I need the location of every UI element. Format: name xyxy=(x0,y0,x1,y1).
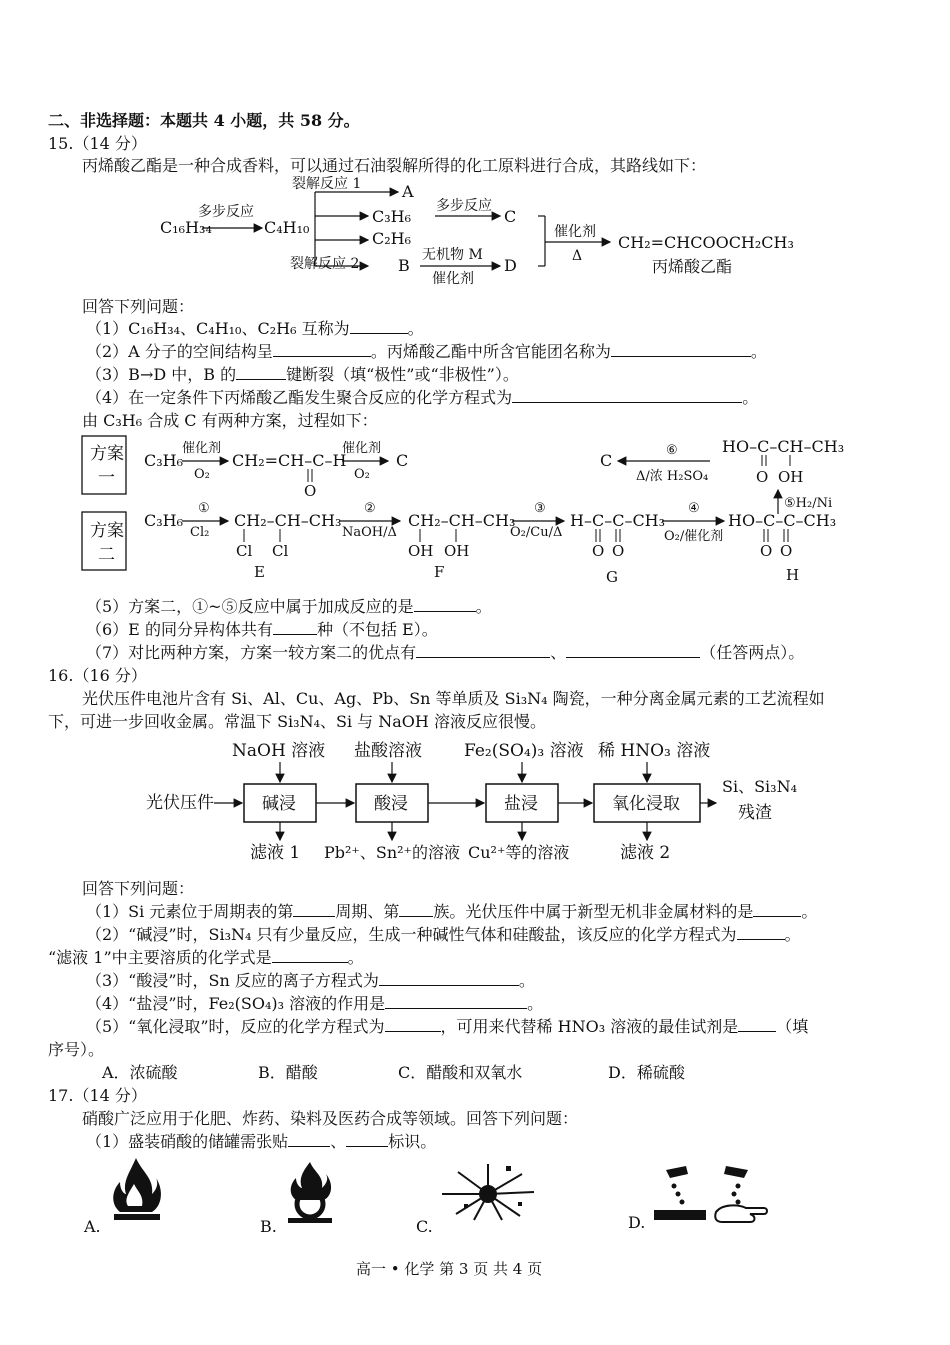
flow-start: 光伏压件 xyxy=(146,793,214,813)
q17-intro: 硝酸广泛应用于化肥、炸药、染料及医药合成等领域。回答下列问题： xyxy=(82,1109,579,1128)
route-c2h6: C₂H₆ xyxy=(372,229,412,248)
q15-sub4-blank[interactable] xyxy=(512,388,742,403)
flow-box-acid: 酸浸 xyxy=(374,794,408,814)
q15-sub5-end: 。 xyxy=(475,597,492,616)
s2-f-label: F xyxy=(434,563,445,581)
s1-o2a: O₂ xyxy=(194,467,210,482)
s1-c3h6: C₃H₆ xyxy=(144,451,184,470)
route-multi2: 多步反应 xyxy=(436,198,492,214)
q15-sub6-blank[interactable] xyxy=(273,620,317,635)
q15-sub7 xyxy=(86,642,804,664)
s2-h-formula: HO–C–C–CH₃ xyxy=(728,511,837,530)
q16-sub2b-blank[interactable] xyxy=(272,948,348,963)
q15-sub7-sep: 、 xyxy=(550,643,567,662)
q16-sub4 xyxy=(86,993,543,1015)
q17-number: 17.（14 分） xyxy=(48,1086,147,1105)
q15-sub7-blank-b[interactable] xyxy=(566,643,700,658)
q15-intro: 丙烯酸乙酯是一种合成香料，可以通过石油裂解所得的化工原料进行合成，其路线如下： xyxy=(82,156,707,175)
q15-sub6-text-a: （6）E 的同分异构体共有 xyxy=(86,620,273,639)
q16-sub2 xyxy=(86,924,801,946)
q16-sub3-text: （3）“酸浸”时，Sn 反应的离子方程式为 xyxy=(86,971,379,990)
page-footer: 高一 • 化学 第 3 页 共 4 页 xyxy=(356,1260,543,1278)
route-inorg-m: 无机物 M xyxy=(422,247,483,263)
q16-sub4-end: 。 xyxy=(527,994,544,1013)
q15-sub2 xyxy=(86,341,767,363)
flow-reagent-naoh: NaOH 溶液 xyxy=(232,741,326,761)
s1-cond6: Δ/浓 H₂SO₄ xyxy=(636,469,709,484)
q15-sub1-text: （1）C₁₆H₃₄、C₄H₁₀、C₂H₆ 互称为 xyxy=(86,319,350,338)
scheme2-label-1: 方案 xyxy=(90,521,124,541)
s2-step1: ① xyxy=(198,501,210,516)
flow-box-oxidize: 氧化浸取 xyxy=(612,794,680,814)
flow-out-filtrate2: 滤液 2 xyxy=(620,843,671,863)
s2-e-label: E xyxy=(254,563,265,581)
flow-out-filtrate1: 滤液 1 xyxy=(250,843,301,863)
s2-naoh: NaOH/Δ xyxy=(342,525,397,540)
s1-step5: ⑤H₂/Ni xyxy=(784,496,833,511)
flow-out-pb-sn: Pb²⁺、Sn²⁺的溶液 xyxy=(324,843,460,862)
q16-sub1-blank-a[interactable] xyxy=(293,902,335,917)
s1-lactic-oh: OH xyxy=(778,468,804,486)
s2-f-oh1: OH xyxy=(408,542,434,560)
hazard-label-b: B. xyxy=(260,1217,277,1236)
s1-o2b: O₂ xyxy=(354,467,370,482)
q17-sub1-text-a: （1）盛装硝酸的储罐需张贴 xyxy=(86,1132,289,1151)
q15-number: 15.（14 分） xyxy=(48,134,147,153)
q15-sub1-blank[interactable] xyxy=(350,319,408,334)
q16-sub5-text-a: （5）“氧化浸取”时，反应的化学方程式为 xyxy=(86,1017,385,1036)
hazard-label-d: D. xyxy=(628,1213,646,1232)
q15-sub6 xyxy=(86,619,438,641)
s2-step2: ② xyxy=(364,501,376,516)
q16-sub2-text: （2）“碱浸”时，Si₃N₄ 只有少量反应，生成一种碱性气体和硅酸盐，该反应的化学方程式为 xyxy=(86,925,737,944)
route-b: B xyxy=(398,256,410,275)
route-c3h6: C₃H₆ xyxy=(372,207,412,226)
scheme1-label-2: 一 xyxy=(98,468,115,488)
s2-g-o2: O xyxy=(612,542,625,560)
q16-sub5 xyxy=(86,1016,808,1038)
s2-step3: ③ xyxy=(534,501,546,516)
s2-e-formula: CH₂–CH–CH₃ xyxy=(234,511,342,530)
q16-sub2b-text: “滤液 1”中主要溶质的化学式是 xyxy=(48,948,272,967)
s2-g-o1: O xyxy=(592,542,605,560)
flow-residue-2: 残渣 xyxy=(738,803,772,823)
s2-h-o1: O xyxy=(760,542,773,560)
route-step-multi: 多步反应 xyxy=(198,204,254,220)
flow-box-alkali: 碱浸 xyxy=(262,794,296,814)
flow-residue-1: Si、Si₃N₄ xyxy=(722,777,797,796)
route-catalyst2: 催化剂 xyxy=(554,224,596,240)
flammable-icon[interactable] xyxy=(108,1154,164,1226)
s2-g-label: G xyxy=(606,568,618,586)
s1-c-left: C xyxy=(600,451,613,470)
route-crack1: 裂解反应 1 xyxy=(292,176,362,192)
scheme2-label-2: 二 xyxy=(98,545,115,565)
section-title: 二、非选择题：本题共 4 小题，共 58 分。 xyxy=(48,111,360,130)
q15-answer-prompt: 回答下列问题： xyxy=(82,297,195,316)
q16-sub1-end: 。 xyxy=(801,902,818,921)
route-d: D xyxy=(504,256,517,275)
flow-reagent-hcl: 盐酸溶液 xyxy=(354,741,422,761)
flow-reagent-hno3: 稀 HNO₃ 溶液 xyxy=(598,741,711,761)
route-c4h10: C₄H₁₀ xyxy=(264,218,310,237)
scheme1-label-1: 方案 xyxy=(90,444,124,464)
q17-sub1 xyxy=(86,1131,436,1153)
s2-g-formula: H–C–C–CH₃ xyxy=(570,511,666,530)
q16-sub5-blank-b[interactable] xyxy=(738,1017,776,1032)
q15-sub5-text: （5）方案二，①~⑤反应中属于加成反应的是 xyxy=(86,597,414,616)
s1-c: C xyxy=(396,451,409,470)
route-c: C xyxy=(504,207,517,226)
q16-sub5-text-c: （填 xyxy=(776,1017,809,1036)
q16-option-c[interactable]: C．醋酸和双氧水 xyxy=(398,1063,523,1082)
q15-sub1 xyxy=(86,318,424,340)
q15-sub2-end: 。 xyxy=(750,342,767,361)
s1-o-atom: O xyxy=(304,482,317,500)
q16-sub1 xyxy=(86,901,817,923)
s2-h-o2: O xyxy=(780,542,793,560)
route-crack2: 裂解反应 2 xyxy=(290,256,360,272)
q15-sub4 xyxy=(86,387,758,409)
q15-sub7-text: （7）对比两种方案，方案一较方案二的优点有 xyxy=(86,643,417,662)
hazard-label-c: C. xyxy=(416,1217,433,1236)
q15-sub3 xyxy=(86,364,519,386)
q16-option-d[interactable]: D．稀硫酸 xyxy=(608,1063,685,1082)
scheme-intro: 由 C₃H₆ 合成 C 有两种方案，过程如下： xyxy=(82,411,378,430)
q16-option-b[interactable]: B．醋酸 xyxy=(258,1063,318,1082)
route-delta: Δ xyxy=(572,248,583,264)
q16-sub2-end: 。 xyxy=(784,925,801,944)
s2-f-oh2: OH xyxy=(444,542,470,560)
s1-cat2: 催化剂 xyxy=(342,441,382,456)
q15-sub7-blank-a[interactable] xyxy=(416,643,550,658)
q15-sub3-text-a: （3）B→D 中，B 的 xyxy=(86,365,237,384)
q16-intro-1: 光伏压件电池片含有 Si、Al、Cu、Ag、Pb、Sn 等单质及 Si₃N₄ 陶瓷，一种分离金属元素的工艺流程如 xyxy=(82,689,825,708)
s2-o2cu: O₂/Cu/Δ xyxy=(510,525,563,540)
q16-sub3-end: 。 xyxy=(518,971,535,990)
s2-f-formula: CH₂–CH–CH₃ xyxy=(408,511,516,530)
q15-sub7-end: （任答两点）。 xyxy=(700,643,805,662)
q15-sub2-text-b: 。丙烯酸乙酯中所含官能团名称为 xyxy=(370,342,611,361)
q15-sub4-text: （4）在一定条件下丙烯酸乙酯发生聚合反应的化学方程式为 xyxy=(86,388,513,407)
q16-sub1-text-a: （1）Si 元素位于周期表的第 xyxy=(86,902,294,921)
route-catalyst: 催化剂 xyxy=(432,271,474,286)
q16-sub1-blank-c[interactable] xyxy=(753,902,801,917)
q17-sub1-text-b: 标识。 xyxy=(388,1132,437,1151)
q16-sub3-blank[interactable] xyxy=(379,971,519,986)
q16-sub5-blank-a[interactable] xyxy=(385,1017,441,1032)
s2-e-cl1: Cl xyxy=(236,542,253,560)
hazard-label-a: A. xyxy=(84,1217,101,1236)
q16-intro-2: 下，可进一步回收金属。常温下 Si₃N₄、Si 与 NaOH 溶液反应很慢。 xyxy=(48,712,546,731)
q15-sub5-blank[interactable] xyxy=(414,597,476,612)
synthesis-route-diagram xyxy=(140,176,820,286)
q15-sub2-blank-b[interactable] xyxy=(611,342,751,357)
q16-sub1-text-c: 族。光伏压件中属于新型无机非金属材料的是 xyxy=(433,902,754,921)
flow-reagent-fe2so43: Fe₂(SO₄)₃ 溶液 xyxy=(464,741,584,761)
explosive-icon[interactable] xyxy=(436,1160,540,1224)
q15-sub2-blank-a[interactable] xyxy=(273,342,371,357)
route-c16h34: C₁₆H₃₄ xyxy=(160,218,212,237)
s2-h-label: H xyxy=(786,566,800,584)
q15-sub3-blank[interactable] xyxy=(236,365,286,380)
q16-sub2b xyxy=(48,947,364,969)
s2-cl2: Cl₂ xyxy=(190,525,210,540)
flow-box-salt: 盐浸 xyxy=(504,794,538,814)
s2-step4: ④ xyxy=(688,501,700,516)
s1-cat1: 催化剂 xyxy=(182,441,222,456)
s1-acrolein: CH₂=CH–C–H xyxy=(232,451,347,470)
s2-o2cat: O₂/催化剂 xyxy=(664,529,724,544)
q16-sub1-text-b: 周期、第 xyxy=(335,902,400,921)
q16-sub5-text-b: ，可用来代替稀 HNO₃ 溶液的最佳试剂是 xyxy=(440,1017,739,1036)
q16-sub5-cont: 序号）。 xyxy=(48,1040,105,1059)
q15-sub4-end: 。 xyxy=(742,388,759,407)
q16-sub4-blank[interactable] xyxy=(385,994,527,1009)
q16-sub2-blank[interactable] xyxy=(737,925,785,940)
route-product-formula: CH₂=CHCOOCH₂CH₃ xyxy=(618,233,794,252)
s2-c3h6: C₃H₆ xyxy=(144,511,184,530)
q16-option-a[interactable]: A．浓硫酸 xyxy=(102,1063,178,1082)
process-flow-diagram xyxy=(140,736,860,866)
schemes-diagram xyxy=(78,432,850,592)
route-product-name: 丙烯酸乙酯 xyxy=(652,257,733,276)
q16-sub1-blank-b[interactable] xyxy=(399,902,433,917)
q15-sub1-end: 。 xyxy=(407,319,424,338)
s1-lactic-o: O xyxy=(756,468,769,486)
q15-sub3-text-b: 键断裂（填“极性”或“非极性”）。 xyxy=(286,365,519,384)
corrosive-icon[interactable] xyxy=(652,1164,770,1226)
flow-out-cu: Cu²⁺等的溶液 xyxy=(468,843,570,862)
q17-sub1-sep: 、 xyxy=(330,1132,347,1151)
oxidizer-icon[interactable] xyxy=(282,1160,338,1224)
q15-sub2-text-a: （2）A 分子的空间结构呈 xyxy=(86,342,273,361)
route-a: A xyxy=(402,182,414,201)
s1-lactic: HO–C–CH–CH₃ xyxy=(722,437,845,456)
q16-number: 16.（16 分） xyxy=(48,666,147,685)
q17-sub1-blank-b[interactable] xyxy=(346,1132,388,1147)
q16-sub3 xyxy=(86,970,535,992)
q15-sub5 xyxy=(86,596,492,618)
q16-sub4-text: （4）“盐浸”时，Fe₂(SO₄)₃ 溶液的作用是 xyxy=(86,994,386,1013)
q16-sub2b-end: 。 xyxy=(347,948,364,967)
q17-sub1-blank-a[interactable] xyxy=(288,1132,330,1147)
q15-sub6-text-b: 种（不包括 E）。 xyxy=(316,620,438,639)
s2-e-cl2: Cl xyxy=(272,542,289,560)
s1-step6: ⑥ xyxy=(666,443,678,458)
q16-answer-prompt: 回答下列问题： xyxy=(82,879,195,898)
